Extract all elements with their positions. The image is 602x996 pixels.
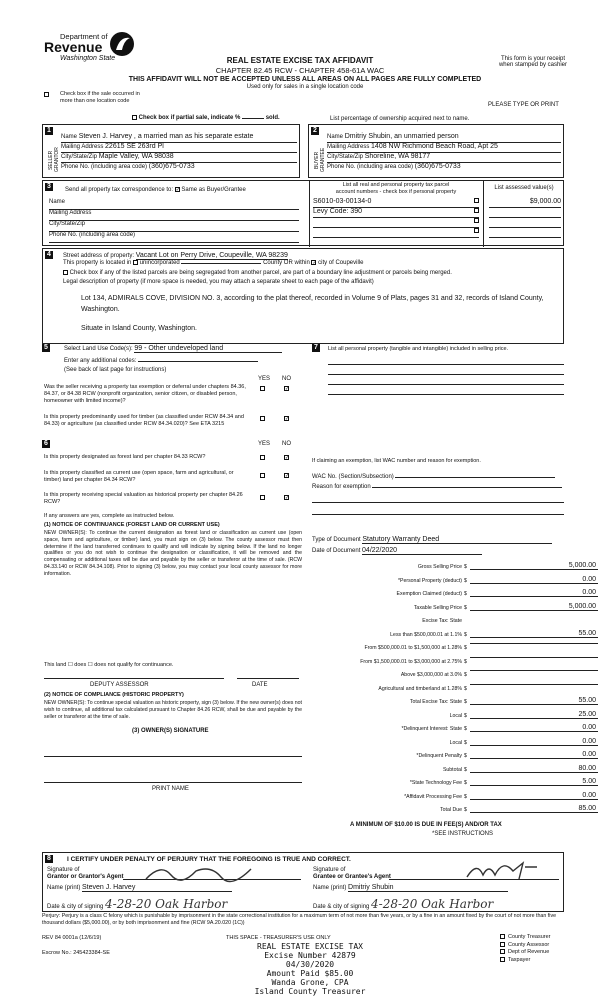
yes-header-5: YES — [258, 376, 271, 382]
seller-side-label: SELLER GRANTOR — [48, 147, 60, 173]
section-6 — [42, 440, 306, 840]
same-as-buyer-checkbox[interactable]: ✓ — [175, 187, 180, 193]
tax-row-value — [470, 643, 598, 644]
levy-code: Levy Code: 390 — [313, 208, 363, 215]
notice2-text: NEW OWNER(S): To continue special valuation as historic property, sign (3) below. If the new owner(s) does not wish to continue, all additional tax calculated pursuant to Chapter 84.26 RCW, shall be due and payable by the seller or transferor at the time of sale. — [44, 700, 302, 720]
tax-row-value: 0.00 — [470, 751, 598, 759]
no-header-5: NO — [282, 376, 291, 382]
tax-row-label: Exemption Claimed (deduct) — [396, 591, 462, 597]
section-3-badge: 3 — [45, 183, 53, 191]
tax-row-label: *Delinquent Penalty — [416, 753, 462, 759]
form-chapter: CHAPTER 82.45 RCW - CHAPTER 458-61A WAC — [215, 66, 385, 75]
form-title: REAL ESTATE EXCISE TAX AFFIDAVIT — [226, 56, 374, 65]
assessed-header: List assessed value(s) — [494, 185, 554, 191]
seller-phone: (360)675-0733 — [148, 163, 195, 170]
tax-row-value — [470, 670, 598, 671]
tax-row-value: 80.00 — [470, 765, 598, 773]
section-5-badge: 5 — [42, 344, 50, 352]
copy-item — [500, 942, 551, 950]
rev-code: REV 84 0001a (12/6/19) — [42, 935, 102, 941]
q5-1: Was the seller receiving a property tax exemption or deferral under chapters 84.36, 84.37, or 84.38 RCW (nonprofit organization, senior citizen, or disabled person, homeowner with limited income)? — [44, 384, 246, 404]
tax-row — [312, 738, 602, 749]
tax-row-label: Above $3,000,000 at 3.0% — [400, 672, 462, 678]
tax-row-label: *State Technology Fee — [409, 780, 462, 786]
tax-row-label: Less than $500,000.01 at 1.1% — [390, 631, 462, 638]
section-7: 7 List all personal property (tangible and intangible) included in selling price. If claiming an exemption, list WAC number and reason for exemption. WAC No. (Section/Subsection) Reason for exemption Type of Document Statutory Warranty Deed — [310, 344, 570, 544]
section-4: 4 Street address of property: Vacant Lot on Perry Drive, Coupeville, WA 98239 This property is located in unincorporated County OR within ✓ city of Coupeville Check box if any of the listed parcels are being segregated from another parcel, are part of a boundary line adjustment or parcels being merged. Legal description of property (if more space is needed, you may attach a separate sheet to each page of the affidavit) Lot 134, ADMIRALS COVE, DIVISION NO. 3, according to the plat thereof, recorded in Volume 9 of Plats, pages 31 and 32, records of Island County, Washington. Situate in Island County, Washington. — [42, 248, 564, 344]
tax-row-dollar: $ — [464, 793, 467, 800]
tax-row-dollar: $ — [464, 739, 467, 746]
perjury-note: Perjury: Perjury is a class C felony which is punishable by imprisonment in the state correctional institution for a maximum term of not more than five years, or by a fine in an amount fixed by the court of not more than five thousand dollars ($5,000.00), or by both imprisonment and fine (RCW 9A.20.020 (1C)) — [42, 913, 557, 926]
tax-row-label: Gross Selling Price — [417, 564, 462, 570]
partial-sale-row: Check box if partial sale, indicate % sold. — [132, 115, 280, 121]
deputy-assessor-label: DEPUTY ASSESSOR — [90, 682, 149, 688]
tax-row-dollar: $ — [464, 766, 467, 773]
buyer-address: 1408 NW Richmond Beach Road, Apt 25 — [371, 143, 498, 150]
seller-city: Maple Valley, WA 98038 — [98, 153, 174, 160]
tax-row — [312, 751, 602, 762]
tax-row-dollar: $ — [464, 604, 467, 611]
q6-2: Is this property classified as current use (open space, farm and agricultural, or timber) land per chapter 84.34 RCW? — [44, 470, 234, 483]
q6-1: Is this property designated as forest land per chapter 84.33 RCW? — [44, 454, 206, 460]
revenue-text: Revenue — [44, 39, 103, 55]
dor-logo-icon — [108, 30, 136, 58]
tax-row — [312, 603, 602, 614]
qualify-line: This land ☐ does ☐ does not qualify for continuance. — [44, 662, 174, 668]
copy-checkbox[interactable] — [500, 957, 505, 962]
tax-row-value: 25.00 — [470, 711, 598, 719]
stamp-line: Wanda Grone, CPA — [271, 978, 349, 987]
tax-row-dollar: $ — [464, 591, 467, 597]
treasurer-stamp — [200, 942, 420, 996]
section-7-badge: 7 — [312, 344, 320, 352]
tax-row — [312, 724, 602, 735]
tax-row-dollar: $ — [464, 685, 467, 692]
stamp-line: Island County Treasurer — [254, 987, 366, 996]
grantee-print-name: Dmitriy Shubin — [348, 884, 508, 892]
personal-property-note: List all personal property (tangible and intangible) included in selling price. — [328, 346, 509, 352]
buyer-city: Shoreline, WA 98177 — [364, 153, 431, 160]
tax-row-value: 55.00 — [470, 697, 598, 705]
if-yes-note: If any answers are yes, complete as instructed below. — [44, 513, 175, 519]
section-8: 8 I CERTIFY UNDER PENALTY OF PERJURY THAT THE FOREGOING IS TRUE AND CORRECT. Signature of Grantor or Grantor's Agent Signature of Grantee or Grantee's Agent Name (print) Steven J. Harvey Name (print) Dmitriy Shubin Date & city of signing 4-28-20 Oak Harbor Date & city of signing 4-28-20 Oak Harbor — [42, 852, 564, 912]
document-date: 04/22/2020 — [362, 547, 482, 555]
section-8-badge: 8 — [45, 855, 53, 863]
tax-row-value — [470, 657, 598, 658]
yes-header-6: YES — [258, 441, 271, 447]
tax-row-value: 5,000.00 — [470, 562, 598, 570]
tax-row-dollar: $ — [464, 631, 467, 638]
tax-row-value: 5,000.00 — [470, 603, 598, 611]
q5-1-no[interactable]: ✓ — [285, 386, 290, 392]
notice1-text: NEW OWNER(S): To continue the current designation as forest land or classification as current use (open space, farm and agriculture, or timber) land, you must sign on (3) below. The county assessor must then determine if the land transferred continues to qualify and will indicate by signing below. If the land no longer qualifies or you do not wish to continue the designation or classification, it will be removed and the compensating or additional taxes will be due and payable by the seller or transferor at the time of sale. (RCW 84.33.140 or RCW 84.34.108). Prior to signing (3) below, you may contact your local county assessor for more information. — [44, 530, 302, 577]
minimum-due: A MINIMUM OF $10.00 IS DUE IN FEE(S) AND/OR TAX — [350, 822, 502, 828]
tax-row — [312, 792, 602, 803]
q5-2: Is this property predominantly used for timber (as classified under RCW 84.34 and 84.33) or agriculture (as classified under RCW 84.34.020)? See ETA 3215 — [44, 414, 244, 427]
copy-label: Dept of Revenue — [508, 949, 550, 955]
tax-row-dollar: $ — [464, 712, 467, 719]
tax-row — [312, 697, 602, 708]
tax-row — [312, 670, 602, 681]
exemption-note: If claiming an exemption, list WAC number and reason for exemption. — [312, 458, 481, 464]
notice1-title: (1) NOTICE OF CONTINUANCE (FOREST LAND OR CURRENT USE) — [44, 522, 220, 528]
section-6-badge: 6 — [42, 440, 50, 448]
tax-phone-field[interactable]: Phone No. (including area code) — [49, 232, 299, 243]
please-type: PLEASE TYPE OR PRINT — [488, 102, 559, 108]
tax-row-value: 5.00 — [470, 778, 598, 786]
tax-row — [312, 616, 602, 627]
copy-item — [500, 957, 551, 965]
buyer-phone: (360)675-0733 — [414, 163, 461, 170]
copy-label: County Treasurer — [508, 934, 551, 940]
tax-row-dollar: $ — [464, 780, 467, 786]
escrow-number: 245423384-SE — [73, 950, 110, 956]
q6-3-no[interactable]: ✓ — [285, 495, 290, 501]
ownership-note: List percentage of ownership acquired next to name. — [330, 116, 470, 122]
copy-checkbox[interactable] — [500, 949, 505, 954]
section-4-badge: 4 — [45, 251, 53, 259]
copy-label: County Assessor — [508, 941, 550, 948]
grantee-date-city: 4-28-20 Oak Harbor — [371, 897, 531, 912]
stamp-line: Excise Number 42879 — [264, 951, 356, 960]
copy-checkbox[interactable] — [500, 934, 505, 939]
treasurer-only: THIS SPACE - TREASURER'S USE ONLY — [226, 935, 331, 941]
assessed-value: $9,000.00 — [489, 198, 561, 208]
tax-row — [312, 657, 602, 668]
tax-row-label: Local — [449, 739, 462, 746]
q6-3-yes[interactable] — [260, 495, 265, 500]
q5-2-no[interactable]: ✓ — [285, 416, 290, 422]
owner-signature-label: (3) OWNER(S) SIGNATURE — [132, 728, 209, 734]
buyer-side-label: BUYER GRANTEE — [314, 147, 326, 173]
seller-address: 22615 SE 263rd Pl — [105, 143, 164, 150]
print-name-label: PRINT NAME — [152, 786, 189, 792]
situate-text: Situate in Island County, Washington. — [81, 325, 197, 332]
tax-row-value: 0.00 — [470, 589, 598, 597]
partial-sale-checkbox[interactable] — [132, 115, 137, 120]
tax-city-field[interactable]: City/State/Zip — [49, 221, 299, 232]
legal-description: Lot 134, ADMIRALS COVE, DIVISION NO. 3, according to the plat thereof, recorded in Volume 9 of Plats, pages 31 and 32, records of Island County, Washington. — [81, 295, 544, 313]
q5-1-yes[interactable] — [260, 386, 265, 391]
tax-row — [312, 765, 602, 776]
q6-3: Is this property receiving special valuation as historical property per chapter 84.26 RCW? — [44, 492, 243, 505]
warning-banner: THIS AFFIDAVIT WILL NOT BE ACCEPTED UNLESS ALL AREAS ON ALL PAGES ARE FULLY COMPLETED — [128, 76, 482, 83]
section-2-badge: 2 — [311, 127, 319, 135]
tax-row-label: From $1,500,000.01 to $3,000,000 at 2.75% — [360, 658, 462, 665]
tax-row-label: Total Due — [440, 807, 462, 813]
q6-1-yes[interactable] — [260, 455, 265, 460]
certify-statement: I CERTIFY UNDER PENALTY OF PERJURY THAT THE FOREGOING IS TRUE AND CORRECT. — [67, 856, 351, 863]
tax-row-value: 85.00 — [470, 805, 598, 813]
tax-row-dollar: $ — [464, 672, 467, 678]
tax-row-value — [470, 684, 598, 685]
buyer-section: 2 BUYER GRANTEE Name Dmitriy Shubin, an unmarried person Mailing Address 1408 NW Richmond Beach Road, Apt 25 City/State/Zip Shoreline, WA 98177 Phone No. (including area code) (360)675-0733 — [308, 124, 564, 178]
tax-row-value: 0.00 — [470, 792, 598, 800]
tax-row-dollar: $ — [464, 753, 467, 759]
stamp-line: Amount Paid $85.00 — [266, 969, 354, 978]
document-type: Statutory Warranty Deed — [362, 536, 552, 544]
within-city-checkbox[interactable]: ✓ — [312, 260, 317, 266]
unincorporated-checkbox[interactable] — [133, 260, 138, 265]
tax-row-value: 0.00 — [470, 576, 598, 584]
land-use-code: 99 - Other undeveloped land — [134, 345, 282, 353]
legal-label: Legal description of property (if more space is needed, you may attach a separate sheet to each page of the affidavit) — [63, 279, 374, 285]
segregated-checkbox[interactable] — [63, 270, 68, 275]
buyer-name: Dmitriy Shubin, an unmarried person — [344, 133, 459, 140]
q6-2-yes[interactable] — [260, 473, 265, 478]
property-street: Vacant Lot on Perry Drive, Coupeville, WA 98239 — [135, 252, 288, 259]
tax-row — [312, 576, 602, 587]
section-3: 3 Send all property tax correspondence to: ✓ Same as Buyer/Grantee Name Mailing Address City/State/Zip Phone No. (including area code) List all real and personal property tax parcel account numbers - check box if personal property List assessed value(s) S6010-03-00134-0 Levy Code: 390 $9,000.00 — [42, 180, 564, 246]
receipt-note: This form is your receipt when stamped by cashier — [498, 56, 568, 68]
copy-label: Taxpayer — [508, 956, 531, 963]
copy-item — [500, 934, 551, 942]
state-text: Washington State — [60, 55, 116, 62]
grantor-date-city: 4-28-20 Oak Harbor — [105, 897, 245, 912]
tax-row-label: From $500,000.01 to $1,500,000 at 1.28% — [364, 645, 462, 651]
tax-row-dollar: $ — [464, 658, 467, 665]
tax-row — [312, 589, 602, 600]
see-back-note: (See back of last page for instructions) — [64, 367, 167, 373]
seller-section: 1 SELLER GRANTOR Name Steven J. Harvey , a married man as his separate estate Mailing Address 22615 SE 263rd Pl City/State/Zip Maple Valley, WA 98038 Phone No. (including area code) (360)675-0733 — [42, 124, 300, 178]
no-header-6: NO — [282, 441, 291, 447]
deputy-date-label: DATE — [252, 682, 268, 688]
tax-row-label: *Affidavit Processing Fee — [404, 793, 462, 800]
section-1-badge: 1 — [45, 127, 53, 135]
multi-location-checkbox[interactable] — [44, 92, 49, 98]
tax-row-value: 0.00 — [470, 738, 598, 746]
grantee-signature-mark — [463, 857, 543, 883]
tax-row — [312, 778, 602, 789]
tax-name-field[interactable]: Name — [49, 199, 299, 210]
notice2-title: (2) NOTICE OF COMPLIANCE (HISTORIC PROPERTY) — [44, 692, 184, 698]
tax-row-value: 55.00 — [470, 630, 598, 638]
section-5: 5 Select Land Use Code(s): 99 - Other undeveloped land Enter any additional codes: (See back of last page for instructions) YES NO Was the seller receiving a property tax exemption or deferral under chapters 84.36, 84.37, or 84.38 RCW (nonprofit organization, senior citizen, or disabled person, homeowner with limited income)? ✓ Is this property predominantly used for timber (as classified under RCW 84.34 and 84.33) or agriculture (as classified under RCW 84.34.020)? See ETA 3215 ✓ — [44, 344, 291, 427]
copy-item — [500, 949, 551, 957]
copy-checkbox[interactable] — [500, 942, 505, 947]
tax-row-label: Taxable Selling Price — [413, 604, 462, 611]
grantor-print-name: Steven J. Harvey — [82, 884, 232, 892]
tax-row — [312, 630, 602, 641]
q6-2-no[interactable]: ✓ — [285, 473, 290, 479]
tax-row — [312, 805, 602, 816]
tax-address-field[interactable]: Mailing Address — [49, 210, 299, 221]
tax-row-label: Local — [449, 712, 462, 719]
stamp-line: 04/30/2020 — [285, 960, 335, 969]
tax-row-label: Subtotal — [442, 766, 462, 773]
tax-row-label: *Personal Property (deduct) — [397, 577, 462, 584]
parcel-number: S6010-03-00134-0 — [313, 198, 372, 205]
tax-row — [312, 711, 602, 722]
tax-row-dollar: $ — [464, 726, 467, 732]
tax-row-dollar: $ — [464, 577, 467, 584]
dor-logo — [44, 30, 134, 70]
tax-row-dollar: $ — [464, 699, 467, 705]
tax-row-dollar: $ — [464, 807, 467, 813]
tax-row — [312, 684, 602, 695]
tax-row-label: Excise Tax: State — [422, 618, 462, 624]
multi-location-label: Check box if the sale occurred in more than one location code — [60, 91, 140, 104]
seller-name: Steven J. Harvey , a married man as his separate estate — [78, 133, 254, 140]
tax-row-label: Total Excise Tax: State — [409, 699, 462, 705]
dept-text: Department of — [60, 32, 108, 41]
q6-1-no[interactable]: ✓ — [285, 455, 290, 461]
used-only-note: Used only for sales in a single location code — [246, 84, 364, 90]
copy-distribution — [500, 934, 551, 964]
see-instructions: *SEE INSTRUCTIONS — [432, 831, 494, 837]
grantee-signature — [463, 857, 543, 885]
tax-row — [312, 643, 602, 654]
tax-row-label: Agricultural and timberland at 1.28% — [378, 685, 462, 692]
stamp-line: REAL ESTATE EXCISE TAX — [257, 942, 363, 951]
q5-2-yes[interactable] — [260, 416, 265, 421]
tax-row-dollar: $ — [464, 564, 467, 570]
tax-row-label: *Delinquent Interest: State — [401, 726, 462, 732]
tax-row — [312, 562, 602, 573]
tax-row-value: 0.00 — [470, 724, 598, 732]
grantor-signature-mark — [141, 861, 261, 885]
tax-row-dollar: $ — [464, 645, 467, 651]
